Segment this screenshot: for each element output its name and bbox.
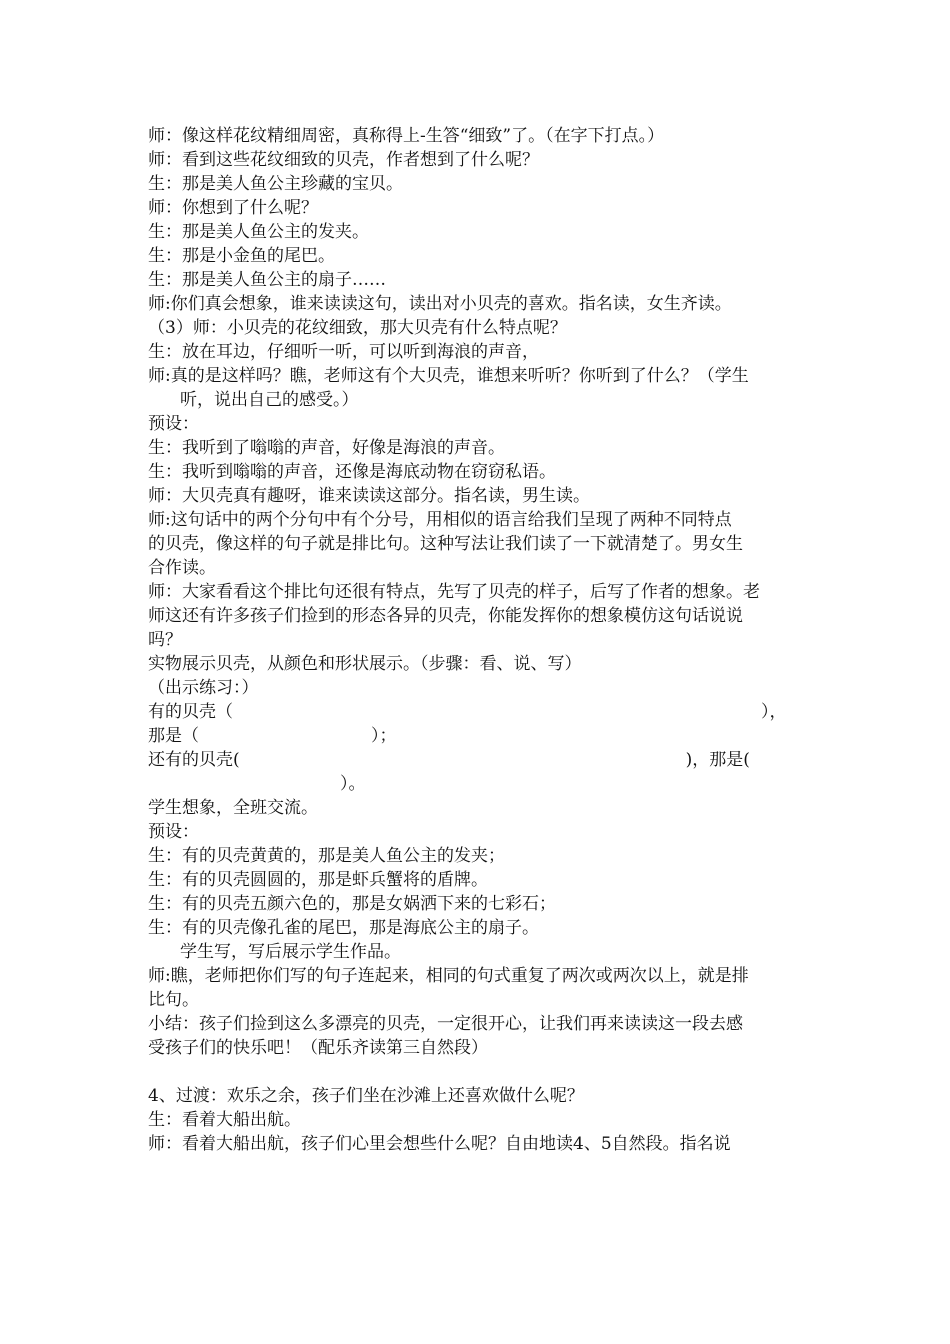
text-line: 吗？ (148, 630, 182, 650)
text-line: 师：大家看看这个排比句还很有特点，先写了贝壳的样子，后写了作者的想象。老 (148, 582, 760, 602)
text-line: 合作读。 (148, 558, 216, 578)
text-line: 师：像这样花纹精细周密，真称得上-生答“细致”了。（在字下打点。） (148, 126, 665, 146)
text-line: 师:真的是这样吗？瞧，老师这有个大贝壳，谁想来听听？你听到了什么？（学生 (148, 366, 749, 386)
text-line: 师：大贝壳真有趣呀，谁来读读这部分。指名读，男生读。 (148, 486, 590, 506)
text-line: 受孩子们的快乐吧！（配乐齐读第三自然段） (148, 1038, 488, 1058)
text-line: 4、过渡：欢乐之余，孩子们坐在沙滩上还喜欢做什么呢？ (148, 1086, 584, 1106)
exercise-line-1 (148, 700, 813, 724)
text-line: 生：那是美人鱼公主珍藏的宝贝。 (148, 174, 403, 194)
text-line: 生：我听到了嗡嗡的声音，好像是海浪的声音。 (148, 438, 505, 458)
text-line: 师：看着大船出航，孩子们心里会想些什么呢？自由地读4、5自然段。指名说 (148, 1134, 731, 1154)
text-line: 生：有的贝壳圆圆的，那是虾兵蟹将的盾牌。 (148, 870, 488, 890)
text-line: 的贝壳，像这样的句子就是排比句。这种写法让我们读了一下就清楚了。男女生 (148, 534, 743, 554)
text-line: 生：放在耳边，仔细听一听，可以听到海浪的声音， (148, 342, 539, 362)
text-line: 预设： (148, 414, 199, 434)
text-line: 生：有的贝壳像孔雀的尾巴，那是海底公主的扇子。 (148, 918, 539, 938)
text-line: 生：有的贝壳五颜六色的，那是女娲洒下来的七彩石； (148, 894, 556, 914)
text-line: 生：有的贝壳黄黄的，那是美人鱼公主的发夹； (148, 846, 505, 866)
exercise-line-3 (148, 748, 813, 772)
text-line: 生：看着大船出航。 (148, 1110, 301, 1130)
text-line: 师这还有许多孩子们捡到的形态各异的贝壳，你能发挥你的想象模仿这句话说说 (148, 606, 743, 626)
text-line: 学生写，写后展示学生作品。 (180, 942, 401, 962)
document-body (148, 124, 813, 1156)
text-line: 生：那是小金鱼的尾巴。 (148, 246, 335, 266)
exercise-text: ）； (371, 726, 397, 746)
text-line: 预设： (148, 822, 199, 842)
exercise-text: ）。 (340, 774, 366, 794)
text-line: 生：我听到嗡嗡的声音，还像是海底动物在窃窃私语。 (148, 462, 556, 482)
exercise-text: 有的贝壳（ (148, 702, 233, 722)
text-line: （出示练习：） (148, 678, 259, 698)
text-line: 师:瞧，老师把你们写的句子连起来，相同的句式重复了两次或两次以上，就是排 (148, 966, 749, 986)
exercise-line-4 (148, 772, 813, 796)
fill-blank (233, 700, 761, 724)
text-line: 师:这句话中的两个分句中有个分号，用相似的语言给我们呈现了两种不同特点 (148, 510, 732, 530)
exercise-text: 那是（ (148, 726, 199, 746)
text-line: 实物展示贝壳，从颜色和形状展示。（步骤：看、说、写） (148, 654, 582, 674)
text-line: 听，说出自己的感受。） (180, 390, 359, 410)
text-line: 师：看到这些花纹细致的贝壳，作者想到了什么呢？ (148, 150, 539, 170)
text-line: 生：那是美人鱼公主的扇子…… (148, 270, 386, 290)
blank-line (148, 1060, 813, 1084)
text-line: （3）师：小贝壳的花纹细致，那大贝壳有什么特点呢？ (148, 318, 567, 338)
fill-blank (240, 748, 686, 772)
text-line: 生：那是美人鱼公主的发夹。 (148, 222, 369, 242)
text-line: 学生想象，全班交流。 (148, 798, 318, 818)
fill-blank (199, 724, 371, 748)
exercise-text: )，那是( (685, 750, 750, 770)
exercise-text: ）， (761, 702, 787, 722)
text-line: 师：你想到了什么呢？ (148, 198, 318, 218)
text-line: 小结：孩子们捡到这么多漂亮的贝壳，一定很开心，让我们再来读读这一段去感 (148, 1014, 743, 1034)
exercise-text: 还有的贝壳( (148, 750, 240, 770)
text-line: 师:你们真会想象，谁来读读这句，读出对小贝壳的喜欢。指名读，女生齐读。 (148, 294, 732, 314)
exercise-line-2 (148, 724, 813, 748)
text-line: 比句。 (148, 990, 199, 1010)
fill-blank (148, 772, 340, 796)
